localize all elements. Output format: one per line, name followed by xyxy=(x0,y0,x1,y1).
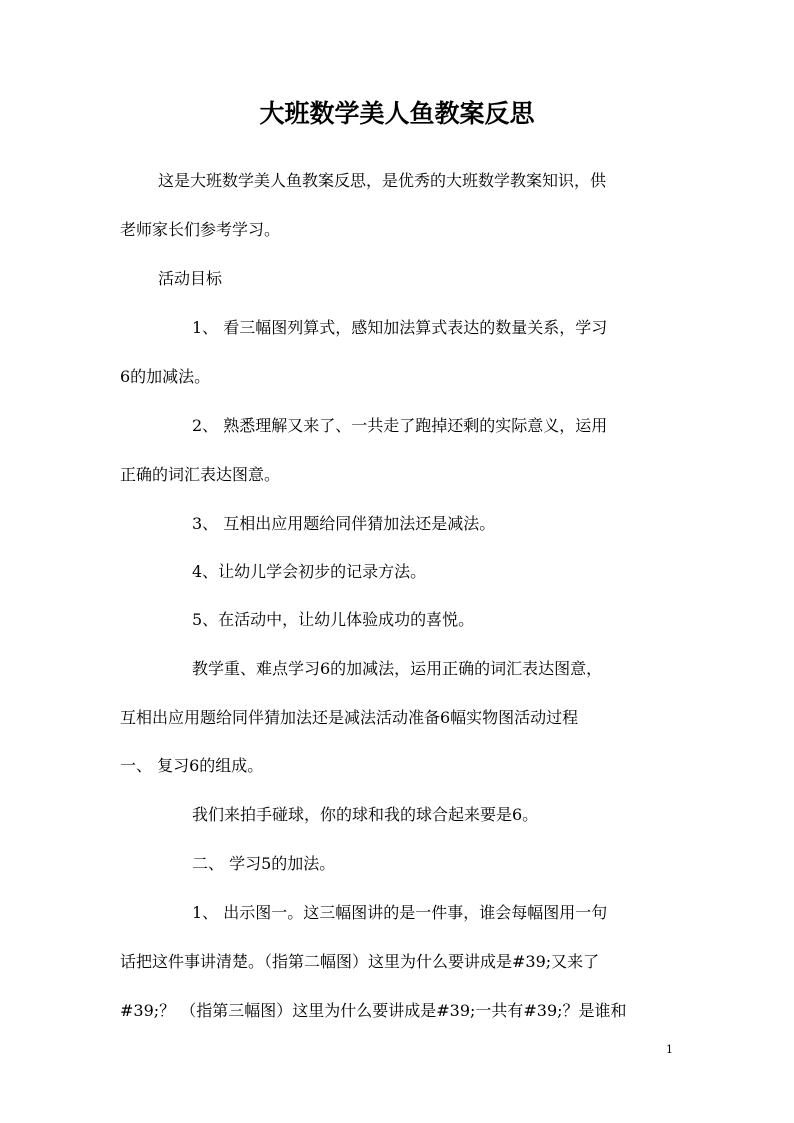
paragraph-line: 正确的词汇表达图意。 xyxy=(120,465,281,484)
paragraph-line: #39;？ （指第三幅图）这里为什么要讲成是#39;一共有#39;？是谁和 xyxy=(120,1001,627,1020)
paragraph-line: 话把这件事讲清楚。（指第二幅图）这里为什么要讲成是#39;又来了 xyxy=(120,952,600,971)
page-number: 1 xyxy=(666,1043,673,1056)
paragraph-line: 1、 出示图一。这三幅图讲的是一件事，谁会每幅图用一句 xyxy=(192,903,608,922)
paragraph-line: 一、 复习6的组成。 xyxy=(120,756,264,775)
paragraph-line: 6的加减法。 xyxy=(120,367,211,386)
paragraph-line: 这是大班数学美人鱼教案反思，是优秀的大班数学教案知识，供 xyxy=(158,171,607,190)
paragraph-line: 2、 熟悉理解又来了、一共走了跑掉还剩的实际意义，运用 xyxy=(192,416,608,435)
paragraph-line: 教学重、难点学习6的加减法，运用正确的词汇表达图意， xyxy=(192,659,603,678)
paragraph-line: 老师家长们参考学习。 xyxy=(120,220,281,239)
document-title: 大班数学美人鱼教案反思 xyxy=(259,99,535,128)
paragraph-line: 3、 互相出应用题给同伴猜加法还是减法。 xyxy=(192,514,496,533)
paragraph-line: 4、让幼儿学会初步的记录方法。 xyxy=(192,562,427,581)
paragraph-line: 1、 看三幅图列算式，感知加法算式表达的数量关系，学习 xyxy=(192,318,608,337)
section-heading: 活动目标 xyxy=(158,269,223,288)
paragraph-line: 互相出应用题给同伴猜加法还是减法活动准备6幅实物图活动过程 xyxy=(120,708,579,727)
paragraph-line: 二、 学习5的加法。 xyxy=(192,854,336,873)
paragraph-line: 5、在活动中，让幼儿体验成功的喜悦。 xyxy=(192,610,475,629)
paragraph-line: 我们来拍手碰球，你的球和我的球合起来要是6。 xyxy=(192,805,539,824)
